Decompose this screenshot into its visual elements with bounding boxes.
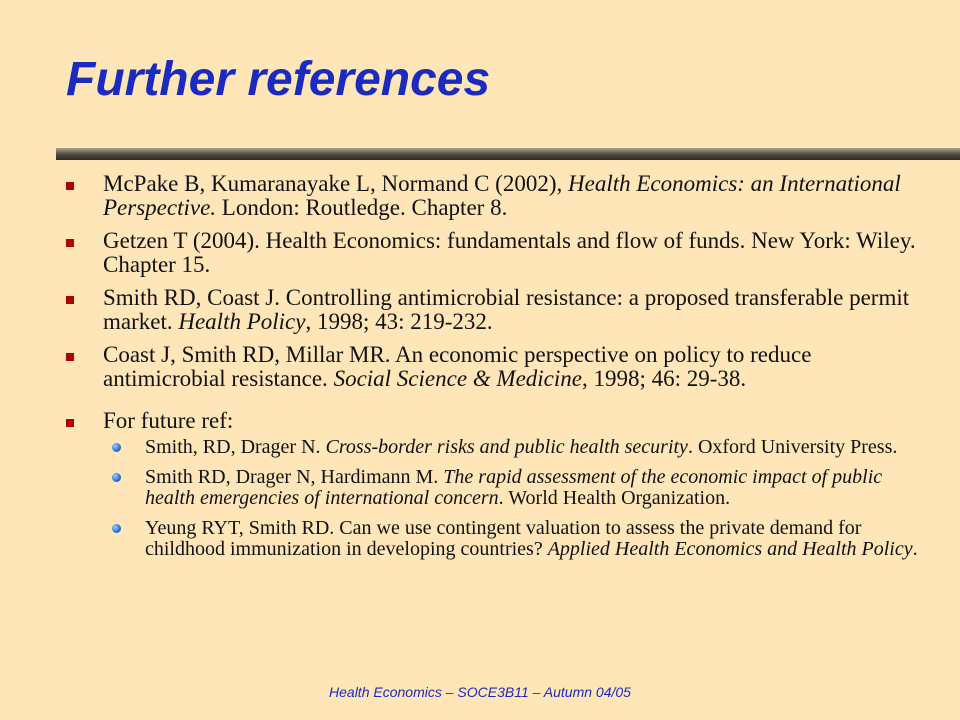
reference-text: , 1998; 46: 29-38.	[581, 366, 747, 391]
reference-text: Getzen T (2004). Health Economics: fundamentals and flow of funds. New York: Wiley. Chapter 15.	[103, 228, 916, 277]
future-ref-label: For future ref:	[103, 408, 234, 433]
reference-text: Smith RD, Coast J. Controlling antimicrobial resistance: a proposed transferable permit market.	[103, 285, 910, 334]
reference-text: London: Routledge. Chapter 8.	[216, 195, 508, 220]
reference-text: Coast J, Smith RD, Millar MR. An economic perspective on policy to reduce antimicrobial resistance.	[103, 342, 812, 391]
round-bullet-icon	[112, 443, 121, 452]
reference-text: . World Health Organization.	[498, 487, 731, 509]
reference-text: Smith, RD, Drager N.	[145, 436, 326, 458]
reference-text: Smith RD, Drager N, Hardimann M.	[145, 466, 444, 488]
reference-title: Health Economics: an International Perspective.	[103, 171, 901, 220]
reference-title: Health Policy	[178, 309, 306, 334]
reference-text: .	[912, 538, 918, 560]
reference-item	[66, 172, 936, 220]
reference-text: , 1998; 43: 219-232.	[305, 309, 493, 334]
future-ref-item	[112, 518, 936, 560]
future-ref-heading	[66, 409, 936, 433]
reference-list	[66, 172, 936, 569]
reference-text: . Oxford University Press.	[687, 436, 898, 458]
reference-text: McPake B, Kumaranayake L, Normand C (2002),	[103, 171, 568, 196]
reference-text: Yeung RYT, Smith RD. Can we use contingent valuation to assess the private demand for childhood immunization in developing countries?	[145, 517, 862, 560]
title-rule	[56, 148, 960, 160]
square-bullet-icon	[66, 353, 74, 361]
reference-title: Cross-border risks and public health security	[325, 436, 688, 458]
reference-title: Social Science & Medicine	[333, 366, 582, 391]
slide-footer: Health Economics – SOCE3B11 – Autumn 04/05	[329, 684, 631, 700]
round-bullet-icon	[112, 524, 121, 533]
reference-title: Applied Health Economics and Health Policy	[547, 538, 913, 560]
reference-item	[66, 229, 936, 277]
square-bullet-icon	[66, 296, 74, 304]
reference-title: The rapid assessment of the economic impact of public health emergencies of international concern	[145, 466, 883, 509]
future-ref-item	[112, 437, 936, 458]
square-bullet-icon	[66, 182, 74, 190]
round-bullet-icon	[112, 473, 121, 482]
square-bullet-icon	[66, 419, 74, 427]
slide-title: Further references	[66, 53, 491, 106]
future-ref-item	[112, 467, 936, 509]
reference-item	[66, 343, 936, 391]
reference-item	[66, 286, 936, 334]
square-bullet-icon	[66, 239, 74, 247]
